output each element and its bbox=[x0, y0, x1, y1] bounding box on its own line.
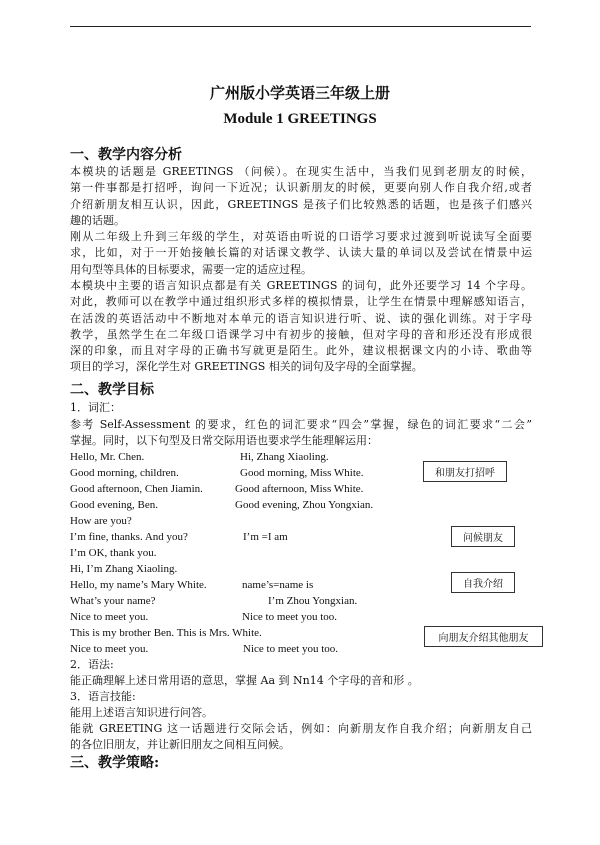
text-line: 本模块的话题是 GREETINGS （问候）。在现实生活中，当我们见到老朋友的时候， bbox=[70, 165, 532, 178]
grammar-title: 2．语法: bbox=[70, 658, 114, 671]
document-title: 广州版小学英语三年级上册 bbox=[209, 84, 390, 102]
vocab-title: 1．词汇： bbox=[70, 401, 121, 414]
dialog-line: Good morning, Miss White. bbox=[240, 467, 364, 479]
text-line: 介绍新朋友相互认识，因此，GREETINGS 是孩子们比较熟悉的话题，也是孩子们感兴 bbox=[70, 197, 532, 211]
dialog-line: I’m fine, thanks. And you? bbox=[70, 531, 188, 543]
vocab-paragraph bbox=[70, 417, 532, 450]
header-rule bbox=[70, 26, 531, 27]
text-line: 掌握。同时，以下句型及日常交际用语也要求学生能理解运用： bbox=[70, 434, 378, 448]
text-line: 趣的话题。 bbox=[70, 213, 125, 227]
section2-heading: 二、教学目标 bbox=[70, 382, 154, 398]
dialog-line: How are you? bbox=[70, 515, 132, 527]
introduce-friends-box: 向朋友介绍其他朋友 bbox=[424, 626, 543, 647]
text-line: 第一件事都是打招呼，询问一下近况；认识新朋友的时候，更要向别人作自我介绍,或者 bbox=[70, 181, 532, 195]
greet-friends-box: 和朋友打招呼 bbox=[423, 461, 507, 482]
dialog-line: I’m =I am bbox=[243, 531, 288, 543]
dialog-line: Hello, my name’s Mary White. bbox=[70, 579, 207, 591]
module-title: Module 1 GREETINGS bbox=[223, 111, 377, 127]
skills-title: 3．语言技能: bbox=[70, 690, 136, 703]
section1-paragraph-2 bbox=[70, 229, 532, 278]
text-line: 的各位旧朋友，并让新旧朋友之间相互问候。 bbox=[70, 738, 290, 752]
dialog-line: Hello, Mr. Chen. bbox=[70, 451, 145, 463]
text-line: 项目的学习，深化学生对 GREETINGS 相关的词句及字母的全面掌握。 bbox=[70, 360, 423, 374]
grammar-text: 能正确理解上述日常用语的意思，掌握 Aa 到 Nn14 个字母的音和形 。 bbox=[70, 674, 419, 687]
text-line: 求，比如，对于一开始接触长篇的对话课文教学、认读大量的单词以及尝试在情景中运 bbox=[70, 246, 532, 260]
ask-after-friends-box: 问候朋友 bbox=[451, 526, 515, 547]
dialog-line: Nice to meet you. bbox=[70, 611, 149, 623]
text-line: 用句型等具体的目标要求，需要一定的适应过程。 bbox=[70, 262, 312, 276]
dialog-line: name’s=name is bbox=[242, 579, 314, 591]
section1-paragraph-3 bbox=[70, 278, 532, 376]
dialog-line: Good evening, Ben. bbox=[70, 499, 158, 511]
dialog-line: Nice to meet you too. bbox=[243, 643, 339, 655]
dialog-line: Good morning, children. bbox=[70, 467, 179, 479]
text-line: 能就 GREETING 这一话题进行交际会话，例如：向新朋友作自我介绍；向新朋友自己 bbox=[70, 722, 532, 735]
section3-heading: 三、教学策略: bbox=[70, 755, 160, 771]
dialog-line: Good afternoon, Miss White. bbox=[235, 483, 364, 495]
dialog-line: Good evening, Zhou Yongxian. bbox=[235, 499, 374, 511]
text-line: 参考 Self-Assessment 的要求，红色的词汇要求“四会”掌握，绿色的词汇要求“二会” bbox=[70, 418, 532, 431]
dialog-line: Nice to meet you too. bbox=[242, 611, 338, 623]
section1-heading: 一、教学内容分析 bbox=[70, 147, 182, 163]
dialog-line: I’m OK, thank you. bbox=[70, 547, 157, 559]
text-line: 深的印象，而且对字母的正确书写就更是陌生。此外，建议根据课文内的小诗、歌曲等 bbox=[70, 344, 532, 358]
dialog-line: Hi, I’m Zhang Xiaoling. bbox=[70, 563, 178, 575]
text-line: 教学，虽然学生在二年级口语课学习中有初步的接触，但对字母的音和形还没有形成很 bbox=[70, 327, 532, 341]
skills-text: 能用上述语言知识进行问答。 bbox=[70, 706, 213, 719]
dialog-line: This is my brother Ben. This is Mrs. White. bbox=[70, 627, 262, 639]
dialog-line: Good afternoon, Chen Jiamin. bbox=[70, 483, 203, 495]
dialog-line: Nice to meet you. bbox=[70, 643, 149, 655]
dialog-line: I’m Zhou Yongxian. bbox=[268, 595, 358, 607]
dialog-line: What’s your name? bbox=[70, 595, 156, 607]
skills-paragraph bbox=[70, 721, 532, 754]
text-line: 对此，教师可以在教学中通过组织形式多样的模拟情景，让学生在情景中理解感知语言， bbox=[70, 295, 532, 309]
dialog-line: Hi, Zhang Xiaoling. bbox=[240, 451, 329, 463]
section1-paragraph-1 bbox=[70, 164, 532, 229]
text-line: 本模块中主要的语言知识点都是有关 GREETINGS 的词句，此外还要学习 14 个字母。 bbox=[70, 279, 532, 292]
text-line: 在活泼的英语活动中不断地对本单元的语言知识进行听、说、读的强化训练。对于字母 bbox=[70, 311, 532, 325]
self-introduction-box: 自我介绍 bbox=[451, 572, 515, 593]
text-line: 刚从二年级上升到三年级的学生，对英语由听说的口语学习要求过渡到听说读写全面要 bbox=[70, 230, 532, 243]
